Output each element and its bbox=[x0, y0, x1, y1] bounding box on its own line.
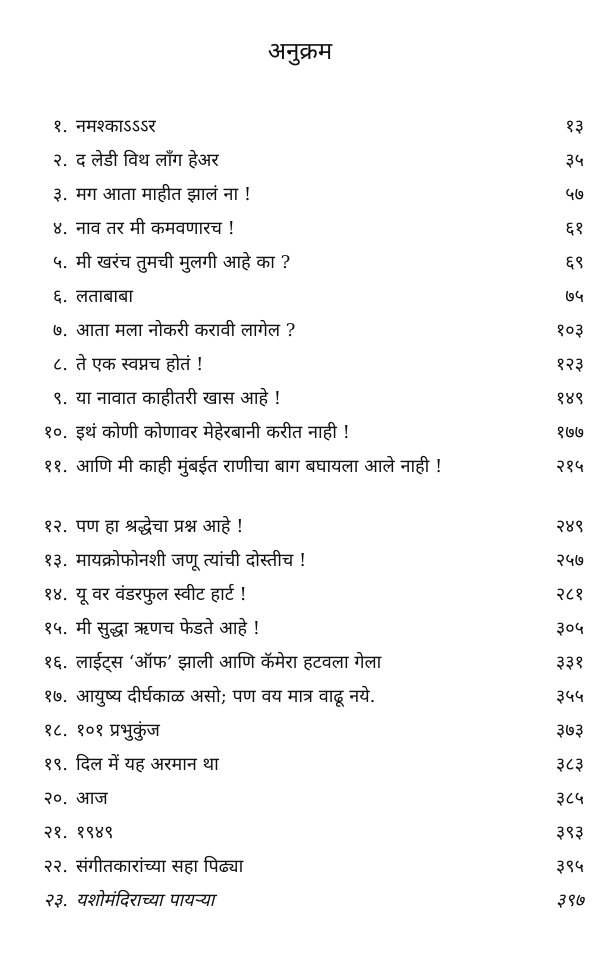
entry-page-number: २४९ bbox=[555, 516, 584, 537]
entry-title: संगीतकारांच्या सहा पिढ्या bbox=[76, 856, 244, 877]
entry-page-number: ३७३ bbox=[555, 720, 584, 741]
toc-entry bbox=[0, 314, 600, 348]
toc-entry bbox=[0, 382, 600, 416]
toc-entry bbox=[0, 646, 600, 680]
entry-number: १०. bbox=[43, 422, 68, 443]
entry-page-number: ६९ bbox=[565, 252, 584, 273]
entry-page-number: ३०५ bbox=[555, 618, 584, 639]
toc-entry bbox=[0, 884, 600, 918]
toc-entry bbox=[0, 578, 600, 612]
entry-number: १९. bbox=[43, 754, 68, 775]
entry-number: ११. bbox=[43, 456, 68, 477]
entry-title: लाईट्स ‘ऑफ’ झाली आणि कॅमेरा हटवला गेला bbox=[76, 652, 382, 673]
entry-number: १८. bbox=[43, 720, 68, 741]
toc-entry bbox=[0, 782, 600, 816]
toc-entry bbox=[0, 850, 600, 884]
entry-page-number: ३९५ bbox=[555, 856, 584, 877]
entry-number: १३. bbox=[43, 550, 68, 571]
entry-title: मायक्रोफोनशी जणू त्यांची दोस्तीच ! bbox=[76, 550, 307, 571]
entry-title: यू वर वंडरफुल स्वीट हार्ट ! bbox=[76, 584, 247, 605]
entry-title: आज bbox=[76, 788, 108, 809]
toc-entry bbox=[0, 178, 600, 212]
entry-title: नाव तर मी कमवणारच ! bbox=[76, 218, 235, 239]
entry-page-number: ३९३ bbox=[555, 822, 584, 843]
entry-page-number: १७७ bbox=[555, 422, 584, 443]
entry-title: इथं कोणी कोणावर मेहेरबानी करीत नाही ! bbox=[76, 422, 350, 443]
entry-title: नमश्काऽऽऽर bbox=[76, 116, 156, 137]
entry-page-number: ३८३ bbox=[555, 754, 584, 775]
table-of-contents bbox=[0, 110, 600, 918]
entry-number: १६. bbox=[43, 652, 68, 673]
entry-page-number: ६१ bbox=[565, 218, 584, 239]
entry-number: २०. bbox=[43, 788, 68, 809]
toc-entry bbox=[0, 280, 600, 314]
toc-entry bbox=[0, 544, 600, 578]
entry-page-number: ३९७ bbox=[555, 890, 584, 911]
entry-title: आयुष्य दीर्घकाळ असो; पण वय मात्र वाढू नये. bbox=[76, 686, 376, 707]
entry-title: मग आता माहीत झालं ना ! bbox=[76, 184, 252, 205]
entry-title: आता मला नोकरी करावी लागेल ? bbox=[76, 320, 296, 341]
entry-number: ७. bbox=[52, 320, 68, 341]
entry-number: २. bbox=[52, 150, 68, 171]
toc-entry bbox=[0, 110, 600, 144]
entry-number: १. bbox=[52, 116, 68, 137]
toc-entry bbox=[0, 348, 600, 382]
entry-title: लताबाबा bbox=[76, 286, 134, 307]
entry-number: ४. bbox=[52, 218, 68, 239]
toc-entry bbox=[0, 612, 600, 646]
page-title: अनुक्रम bbox=[267, 37, 333, 65]
toc-entry bbox=[0, 714, 600, 748]
entry-number: ९. bbox=[52, 388, 68, 409]
entry-title: द लेडी विथ लाँग हेअर bbox=[76, 150, 219, 171]
entry-page-number: १३ bbox=[565, 116, 584, 137]
entry-number: २१. bbox=[43, 822, 68, 843]
entry-page-number: ३५५ bbox=[555, 686, 584, 707]
entry-number: २२. bbox=[43, 856, 68, 877]
entry-title: मी खरंच तुमची मुलगी आहे का ? bbox=[76, 252, 291, 273]
entry-number: १५. bbox=[43, 618, 68, 639]
entry-title: आणि मी काही मुंबईत राणीचा बाग बघायला आले नाही ! bbox=[76, 456, 443, 477]
entry-page-number: १०३ bbox=[555, 320, 584, 341]
toc-entry bbox=[0, 246, 600, 280]
entry-page-number: १२३ bbox=[555, 354, 584, 375]
entry-title: यशोमंदिराच्या पायऱ्या bbox=[76, 890, 215, 911]
entry-number: १४. bbox=[43, 584, 68, 605]
entry-number: २३. bbox=[43, 890, 68, 911]
toc-entry bbox=[0, 416, 600, 450]
entry-page-number: ५७ bbox=[565, 184, 584, 205]
entry-page-number: ३५ bbox=[565, 150, 584, 171]
entry-number: १७. bbox=[43, 686, 68, 707]
toc-entry bbox=[0, 212, 600, 246]
entry-page-number: ३८५ bbox=[555, 788, 584, 809]
entry-number: १२. bbox=[43, 516, 68, 537]
entry-title: दिल में यह अरमान था bbox=[76, 754, 219, 775]
entry-page-number: २५७ bbox=[555, 550, 584, 571]
entry-page-number: २१५ bbox=[555, 456, 584, 477]
entry-title: पण हा श्रद्धेचा प्रश्न आहे ! bbox=[76, 516, 244, 537]
entry-page-number: २८१ bbox=[555, 584, 584, 605]
entry-page-number: १४९ bbox=[555, 388, 584, 409]
toc-entry bbox=[0, 510, 600, 544]
entry-number: ८. bbox=[52, 354, 68, 375]
entry-title: मी सुद्धा ऋणच फेडते आहे ! bbox=[76, 618, 260, 639]
entry-title: ते एक स्वप्नच होतं ! bbox=[76, 354, 204, 375]
entry-number: ५. bbox=[52, 252, 68, 273]
toc-entry bbox=[0, 450, 600, 510]
entry-title: १९४९ bbox=[76, 822, 114, 843]
entry-number: ३. bbox=[52, 184, 68, 205]
entry-page-number: ७५ bbox=[565, 286, 584, 307]
toc-entry bbox=[0, 680, 600, 714]
entry-page-number: ३३१ bbox=[555, 652, 584, 673]
toc-entry bbox=[0, 816, 600, 850]
toc-entry bbox=[0, 748, 600, 782]
entry-title: १०१ प्रभुकुंज bbox=[76, 720, 160, 741]
entry-number: ६. bbox=[52, 286, 68, 307]
entry-title: या नावात काहीतरी खास आहे ! bbox=[76, 388, 282, 409]
toc-entry bbox=[0, 144, 600, 178]
